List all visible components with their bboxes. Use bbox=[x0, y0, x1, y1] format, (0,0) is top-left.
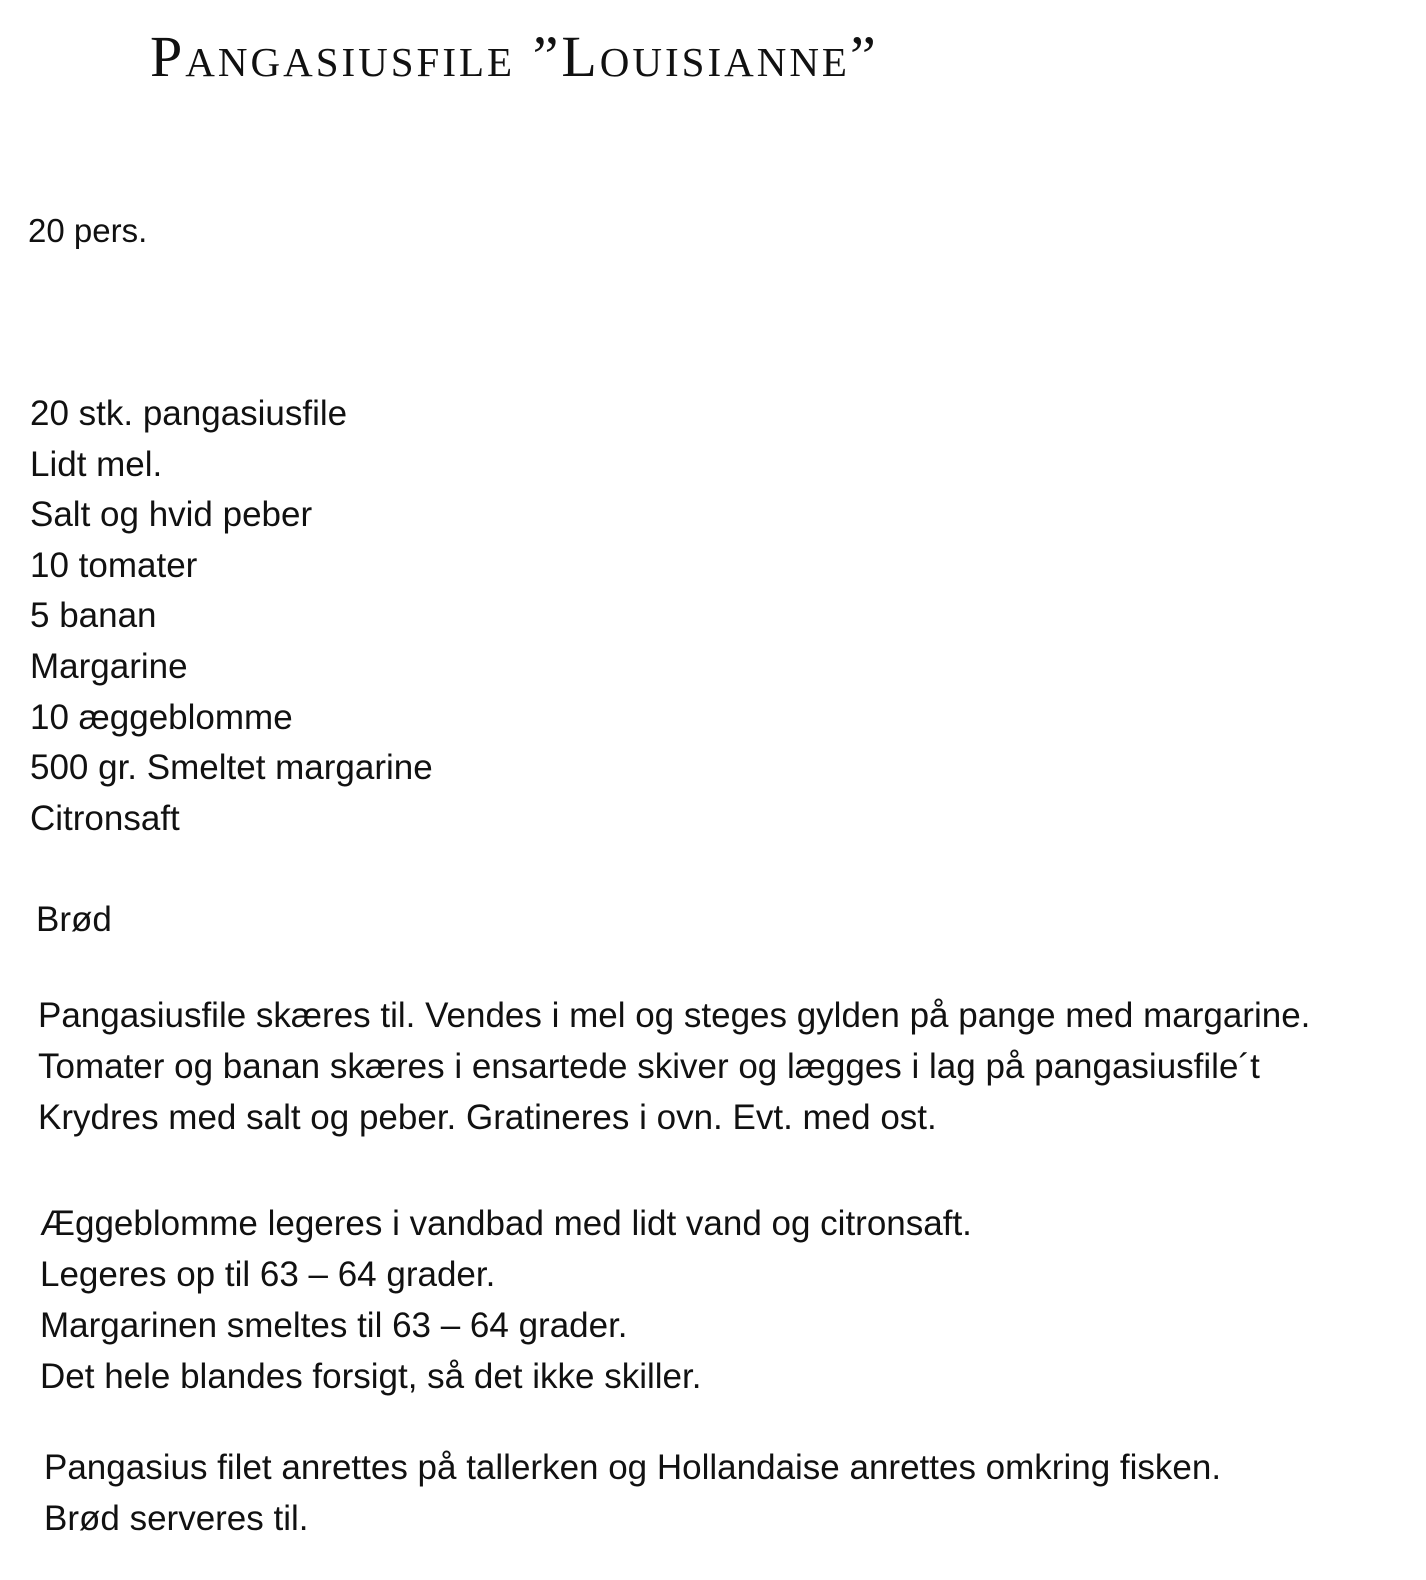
paragraph-line: Tomater og banan skæres i ensartede skiver og lægges i lag på pangasiusfile´t bbox=[38, 1047, 1260, 1086]
recipe-title: Pangasiusfile ”Louisianne” bbox=[150, 24, 879, 89]
ingredient-item: 10 æggeblomme bbox=[30, 697, 293, 737]
ingredient-item: Lidt mel. bbox=[30, 444, 163, 484]
paragraph-line: Legeres op til 63 – 64 grader. bbox=[40, 1255, 496, 1294]
paragraph-line: Krydres med salt og peber. Gratineres i ovn. Evt. med ost. bbox=[38, 1098, 937, 1137]
ingredient-item: 20 stk. pangasiusfile bbox=[30, 394, 348, 433]
paragraph-line: Brød serveres til. bbox=[44, 1499, 309, 1538]
serving-paragraph bbox=[44, 1442, 1221, 1544]
paragraph-line: Margarinen smeltes til 63 – 64 grader. bbox=[40, 1306, 628, 1345]
ingredient-item: 5 banan bbox=[30, 596, 157, 636]
ingredient-item: Margarine bbox=[30, 646, 188, 686]
paragraph-line: Pangasiusfile skæres til. Vendes i mel og steges gylden på pange med margarine. bbox=[38, 996, 1311, 1035]
preparation-paragraph-fish bbox=[38, 990, 1310, 1143]
ingredient-item: 10 tomater bbox=[30, 545, 198, 585]
paragraph-line: Det hele blandes forsigt, så det ikke skiller. bbox=[40, 1357, 702, 1396]
preparation-paragraph-sauce bbox=[40, 1198, 972, 1402]
ingredient-list bbox=[30, 392, 433, 847]
servings-text: 20 pers. bbox=[28, 212, 148, 249]
ingredient-item: Salt og hvid peber bbox=[30, 495, 313, 535]
paragraph-line: Æggeblomme legeres i vandbad med lidt vand og citronsaft. bbox=[40, 1204, 972, 1243]
ingredient-item: 500 gr. Smeltet margarine bbox=[30, 748, 433, 788]
paragraph-line: Pangasius filet anrettes på tallerken og Hollandaise anrettes omkring fisken. bbox=[44, 1448, 1222, 1487]
ingredient-item: Citronsaft bbox=[30, 798, 180, 838]
bread-item: Brød bbox=[36, 900, 112, 939]
